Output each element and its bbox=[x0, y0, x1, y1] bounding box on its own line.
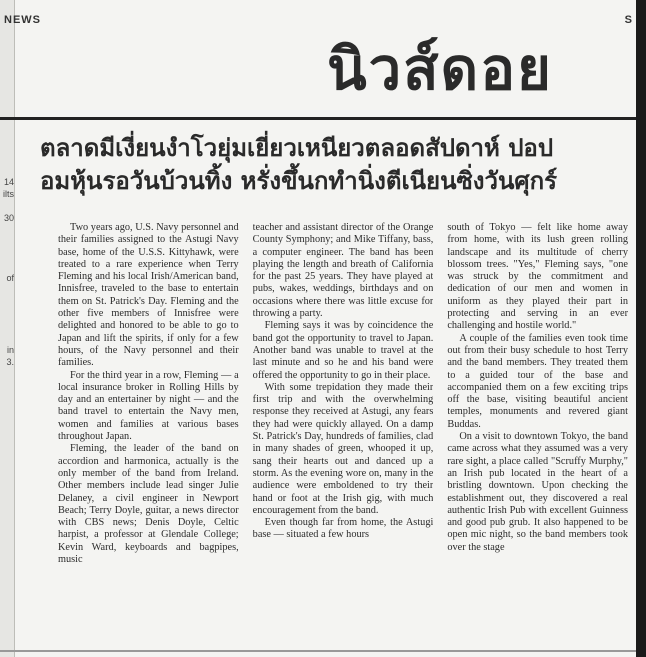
fragment-line bbox=[0, 476, 14, 488]
fragment-line bbox=[0, 440, 14, 452]
fragment-line bbox=[0, 392, 14, 404]
headline-line-1: ตลาดมีเงี่ยนงำโวยุ่มเยี่ยวเหนียวตลอดสัปดาห์ ปอป bbox=[40, 134, 554, 162]
article-paragraph: Fleming, the leader of the band on accordion and harmonica, actually is the only member of the band from Ireland. Other members include lead singer Julie Delaney, a civil engineer in Newport Beach; Terry Doyle, guitar, a news director with CBS news; Denis Doyle, Celtic harpist, a professor at Glendale College; Kevin Ward, keyboards and bagpipes, music bbox=[58, 443, 239, 566]
fragment-line: in bbox=[6, 345, 14, 355]
article-paragraph: With some trepidation they made their first trip and with the overwhelming response they received at Astugi, any fears they had were quickly allayed. On a damp St. Patrick's Day, hundreds of families, clad in many shades of green, whooped it up, sang their hearts out and danced up a storm. As the evening wore on, many in the audience were emboldened to try their hand or foot at the Irish gig, with much encouragement from the band. bbox=[252, 381, 434, 516]
article-body bbox=[58, 222, 628, 647]
article-column-2 bbox=[253, 222, 434, 647]
fragment-line bbox=[0, 452, 14, 464]
fragment-line bbox=[0, 428, 14, 440]
fragment-line bbox=[0, 296, 14, 308]
headline-line-2: อมหุ้นรอวันบ้วนทิ้ง หรั่งขึ้นกทำนิ่งตีเนียนซิ่งวันศุกร์ bbox=[40, 167, 558, 195]
fragment-line bbox=[0, 236, 14, 248]
fragment-line bbox=[0, 224, 14, 236]
article-paragraph: On a visit to downtown Tokyo, the band came across what they assumed was a very rare sight, a place called "Scruffy Murphy," an Irish pub located in the heart of a bristling downtown. Upon checking the establishment out, they discovered a real authentic Irish Pub with excellent Guinness and good pub grub. It also happened to be open mic night, so the band members took over the stage bbox=[447, 431, 629, 553]
article-paragraph: A couple of the families even took time out from their busy schedule to host Terry and the band members. They treated them to a guided tour of the base and accompanied them on a few exciting trips off the base, visiting beautiful ancient temples, monuments and revered giant Buddas. bbox=[447, 332, 629, 430]
page-right-edge bbox=[636, 0, 646, 657]
fragment-line bbox=[0, 308, 14, 320]
headline bbox=[40, 132, 620, 198]
fragment-line bbox=[0, 464, 14, 476]
adjacent-column-fragment bbox=[0, 176, 14, 488]
fragment-line: 14 bbox=[3, 177, 14, 187]
fragment-line bbox=[0, 260, 14, 272]
fragment-line bbox=[0, 284, 14, 296]
article-paragraph: Two years ago, U.S. Navy personnel and their families assigned to the Astugi Navy base, home of the U.S.S. Kittyhawk, were treated to a rare experience when Terry Fleming and his local Irish/American band, Innisfree, traveled to the base to entertain them on St. Patrick's Day. Fleming and the other five members of Innisfree were delighted and honored to be able to go to Japan and lift the spirits, if only for a few hours, of the Navy personnel and their families. bbox=[58, 222, 239, 369]
masthead-title: นิวส์ดอย bbox=[326, 35, 554, 103]
article-paragraph: south of Tokyo — felt like home away from home, with its lush green rolling landscape and its multitude of cherry blossom trees. "Yes," Fleming says, "one was struck by the commitment and dedication of our men and women in uniform as they played their part in protecting and serving in an ever challenging and hostile world." bbox=[447, 222, 629, 332]
section-label-right: S bbox=[624, 14, 632, 26]
bottom-rule bbox=[0, 650, 636, 652]
article-column-1 bbox=[58, 222, 239, 647]
fragment-line: 30 bbox=[3, 213, 14, 223]
masthead-rule bbox=[0, 117, 636, 120]
fragment-line bbox=[0, 320, 14, 332]
article-paragraph: teacher and assistant director of the Orange County Symphony; and Mike Tiffany, bass, a computer engineer. The band has been playing the length and breath of California for the past 25 years. They have played at pubs, wakes, weddings, birthdays and on occasions where there was little excuse for throwing a party. bbox=[252, 222, 434, 320]
fragment-line bbox=[0, 248, 14, 260]
fragment-line bbox=[0, 200, 14, 212]
fragment-line bbox=[0, 416, 14, 428]
fragment-line: 3. bbox=[6, 357, 14, 367]
article-paragraph: Fleming says it was by coincidence the band got the opportunity to travel to Japan. Another band was unable to travel at the last minute and so he and his band were offered the opportunity to go in their place. bbox=[252, 320, 434, 381]
article-column-3 bbox=[447, 222, 628, 647]
section-label: NEWS bbox=[4, 14, 41, 26]
fragment-line bbox=[0, 380, 14, 392]
fragment-line: of bbox=[6, 273, 14, 283]
article-paragraph: For the third year in a row, Fleming — a local insurance broker in Rolling Hills by day and an entertainer by night — and the band travel to entertain the Navy men, women and families at various bases throughout Japan. bbox=[58, 369, 239, 443]
fragment-line bbox=[0, 404, 14, 416]
fragment-line: ilts bbox=[3, 189, 14, 199]
article-paragraph: Even though far from home, the Astugi base — situated a few hours bbox=[252, 517, 434, 541]
fragment-line bbox=[0, 368, 14, 380]
fragment-line bbox=[0, 332, 14, 344]
